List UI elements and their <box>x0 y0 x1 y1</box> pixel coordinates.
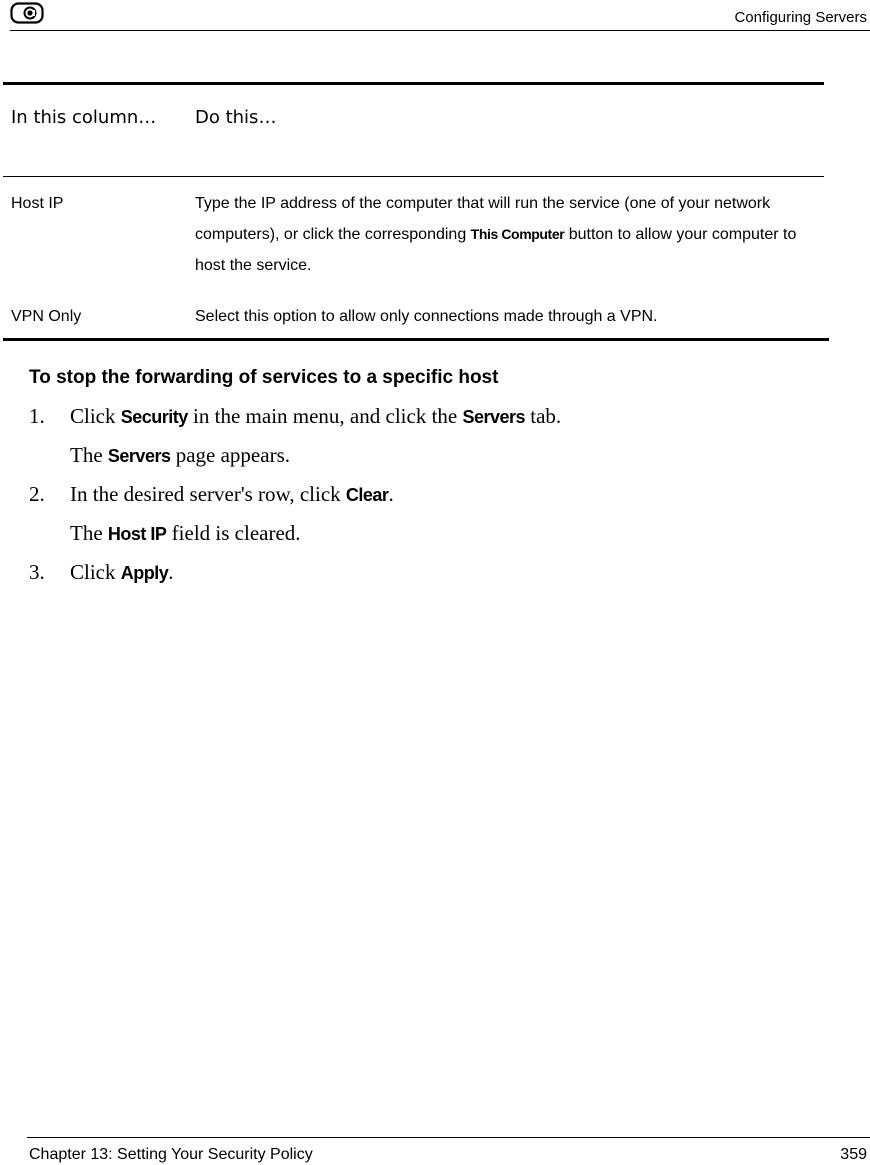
description-text: Type the IP address of the computer that will run the service (one of your network computers), or click the corresponding <box>195 195 771 243</box>
ui-term-this-computer: This Computer <box>470 226 565 242</box>
ui-term-apply: Apply <box>120 563 169 583</box>
description-text: button to allow your computer to host the service. <box>195 226 797 274</box>
table-header-divider <box>3 176 824 177</box>
header-divider <box>10 30 870 31</box>
ui-term-security: Security <box>120 407 188 427</box>
procedure-title: To stop the forwarding of services to a specific host <box>29 367 499 388</box>
table-top-border <box>3 82 824 85</box>
footer-chapter-title: Chapter 13: Setting Your Security Policy <box>29 1146 313 1163</box>
step-text: Click <box>70 404 121 428</box>
step-result <box>70 521 301 546</box>
step-instruction <box>70 560 174 585</box>
table-cell-column-name: VPN Only <box>11 308 82 325</box>
step-text: The <box>70 443 108 467</box>
ui-term-servers: Servers <box>107 446 171 466</box>
brand-logo-icon <box>10 2 44 24</box>
step-text: . <box>388 482 394 506</box>
ui-term-clear: Clear <box>345 485 389 505</box>
step-text: in the main menu, and click the <box>187 404 463 428</box>
step-text: In the desired server's row, click <box>70 482 346 506</box>
step-text: The <box>70 521 108 545</box>
ui-term-servers: Servers <box>462 407 526 427</box>
table-cell-column-name: Host IP <box>11 195 64 212</box>
step-text: Click <box>70 560 121 584</box>
ui-term-host-ip: Host IP <box>107 524 167 544</box>
footer-divider <box>27 1137 870 1138</box>
running-header-title: Configuring Servers <box>734 9 867 26</box>
step-text: page appears. <box>170 443 290 467</box>
step-number: 1. <box>29 404 45 428</box>
table-header-action: Do this… <box>195 107 277 128</box>
step-result <box>70 443 290 468</box>
step-instruction <box>70 404 561 429</box>
table-bottom-border <box>3 338 829 341</box>
page-number: 359 <box>840 1146 867 1163</box>
step-text: field is cleared. <box>166 521 301 545</box>
step-text: . <box>168 560 174 584</box>
table-cell-description <box>195 188 805 281</box>
step-instruction <box>70 482 394 507</box>
table-cell-description: Select this option to allow only connections made through a VPN. <box>195 308 658 325</box>
table-header-column: In this column… <box>11 107 157 128</box>
step-number: 3. <box>29 560 45 584</box>
step-text: tab. <box>525 404 562 428</box>
step-number: 2. <box>29 482 45 506</box>
